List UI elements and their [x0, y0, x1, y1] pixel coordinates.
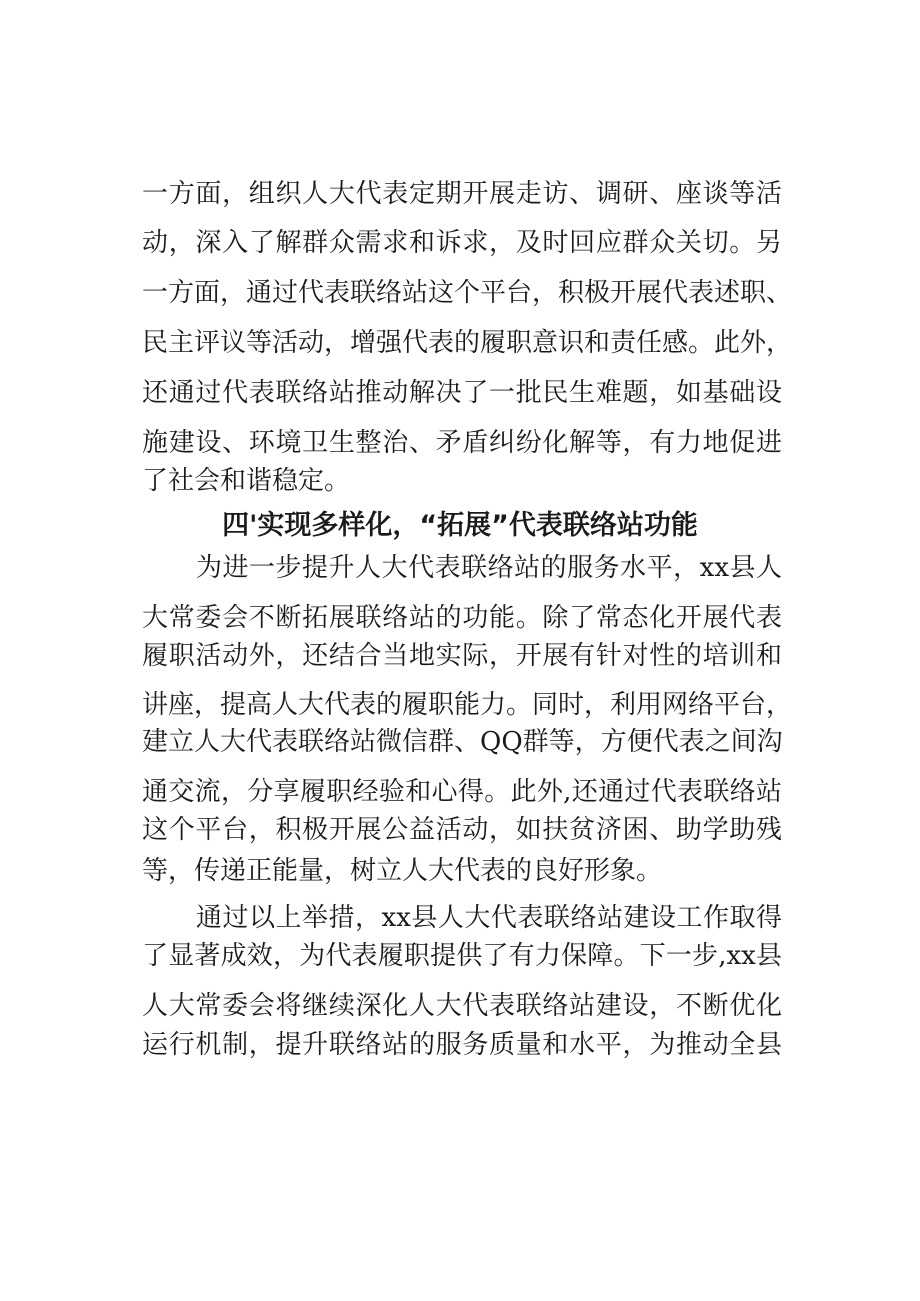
paragraph-line: 这个平台，积极开展公益活动，如扶贫济困、助学助残 — [142, 815, 782, 845]
paragraph-line: 施建设、环境卫生整治、矛盾纠纷化解等，有力地促进 — [142, 428, 782, 458]
paragraph-line: 讲座，提高人大代表的履职能力。同时，利用网络平台， — [142, 690, 793, 720]
paragraph-line: 等，传递正能量，树立人大代表的良好形象。 — [142, 856, 663, 886]
paragraph-line: 建立人大代表联络站微信群、QQ群等，方便代表之间沟 — [142, 727, 783, 757]
paragraph-line: 了社会和谐稳定。 — [142, 466, 351, 496]
paragraph-line: 民主评议等活动，增强代表的履职意识和责任感。此外， — [142, 328, 793, 358]
paragraph-line: 一方面，组织人大代表定期开展走访、调研、座谈等活 — [142, 179, 782, 209]
paragraph-line: 人大常委会将继续深化人大代表联络站建设，不断优化 — [142, 991, 782, 1021]
paragraph-line: 履职活动外，还结合当地实际，开展有针对性的培训和 — [142, 641, 782, 671]
paragraph-line: 运行机制，提升联络站的服务质量和水平，为推动全县 — [142, 1030, 782, 1060]
paragraph-line: 动，深入了解群众需求和诉求，及时回应群众关切。另 — [142, 228, 782, 258]
paragraph-line: 一方面，通过代表联络站这个平台，积极开展代表述职、 — [142, 278, 793, 308]
paragraph-line: 还通过代表联络站推动解决了一批民生难题，如基础设 — [142, 378, 782, 408]
paragraph-line: 通过以上举措，xx县人大代表联络站建设工作取得 — [196, 903, 782, 933]
paragraph-line: 为进一步提升人大代表联络站的服务水平，xx县人 — [196, 553, 782, 583]
paragraph-line: 了显著成效，为代表履职提供了有力保障。下一步,xx县 — [142, 941, 782, 971]
paragraph-line: 通交流，分享履职经验和心得。此外,还通过代表联络站 — [142, 777, 782, 807]
paragraph-line: 大常委会不断拓展联络站的功能。除了常态化开展代表 — [142, 603, 782, 633]
section-heading: 四'实现多样化，“拓展”代表联络站功能 — [222, 510, 698, 541]
